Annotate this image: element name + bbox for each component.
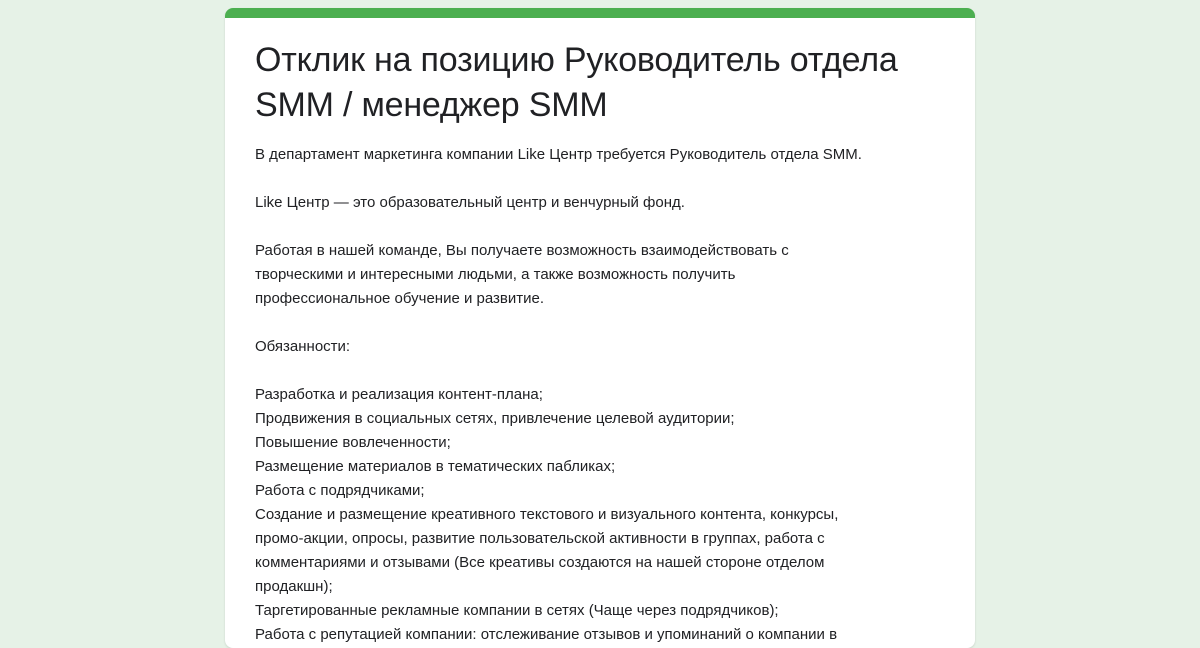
duty-line: Разработка и реализация контент-плана; [255, 386, 543, 403]
duties-heading: Обязанности: [255, 338, 351, 355]
duty-line: продакшн); [255, 578, 333, 595]
description-team-line: Работая в нашей команде, Вы получаете возможность взаимодействовать с [255, 242, 789, 259]
description-intro: В департамент маркетинга компании Like Центр требуется Руководитель отдела SMM. [255, 146, 862, 163]
duty-line: Работа с репутацией компании: отслеживание отзывов и упоминаний о компании в [255, 626, 838, 643]
duty-line: Работа с подрядчиками; [255, 482, 425, 499]
duty-line: комментариями и отзывами (Все креативы создаются на нашей стороне отделом [255, 554, 825, 571]
description-about: Like Центр — это образовательный центр и венчурный фонд. [255, 194, 685, 211]
duty-line: Продвижения в социальных сетях, привлечение целевой аудитории; [255, 410, 735, 427]
paragraph-gap [255, 359, 945, 383]
form-accent-bar [225, 8, 975, 18]
duty-line: Таргетированные рекламные компании в сетях (Чаще через подрядчиков); [255, 602, 779, 619]
duty-line: промо-акции, опросы, развитие пользовательской активности в группах, работа с [255, 530, 825, 547]
form-card [225, 8, 975, 648]
form-title: Отклик на позицию Руководитель отдела SMM / менеджер SMM [255, 41, 898, 124]
description-team-line: творческими и интересными людьми, а также возможность получить [255, 266, 736, 283]
paragraph-gap [255, 167, 945, 191]
form-description [255, 143, 945, 647]
paragraph-gap [255, 311, 945, 335]
paragraph-gap [255, 215, 945, 239]
duty-line: Размещение материалов в тематических пабликах; [255, 458, 616, 475]
form-header [225, 18, 975, 647]
duty-line: Повышение вовлеченности; [255, 434, 451, 451]
description-team-line: профессиональное обучение и развитие. [255, 290, 545, 307]
duty-line: Создание и размещение креативного текстового и визуального контента, конкурсы, [255, 506, 839, 523]
